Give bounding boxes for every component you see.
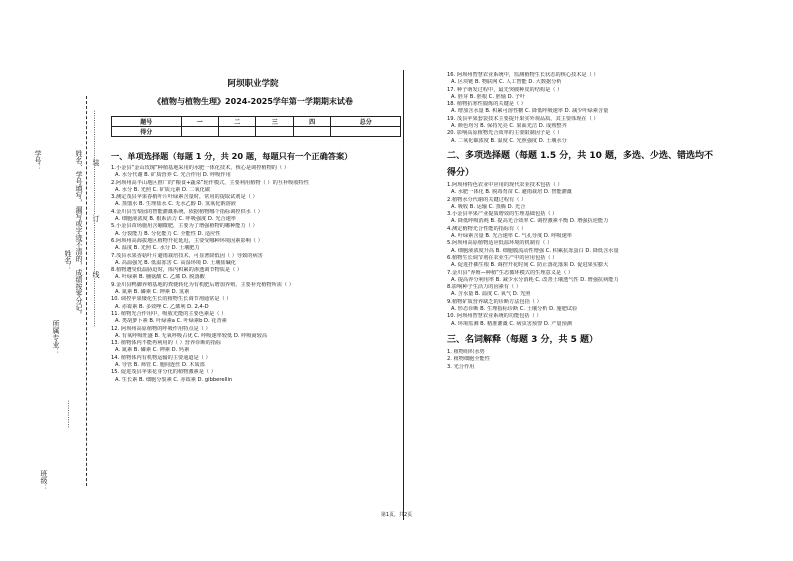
binding-dashed-line xyxy=(86,96,87,486)
question-text: 13. 植物体内不能再利用的（ ）营养诊断的指标 xyxy=(111,340,222,347)
question-options: A. 高温强光 B. 低温冻害 C. 高湿环境 D. 土壤盐碱化 xyxy=(115,259,236,266)
question-text: 14. 植物体内有机物运输的主要通道是（ ） xyxy=(111,354,211,361)
score-header-cell: 三 xyxy=(256,117,293,127)
major-label: 所属专业： xyxy=(52,320,60,355)
score-header-row xyxy=(112,117,401,127)
question-options: A. 形态诊断 B. 生理指标诊断 C. 土壤分析 D. 施肥试验 xyxy=(451,306,578,313)
question-text: 11. 植物光合作用中，吸收光能的主要色素是（ ） xyxy=(111,310,227,317)
question-options: A. 分裂能力 B. 分化能力 C. 全能性 D. 适应性 xyxy=(115,230,221,237)
question-text: 18. 植物抗寒性锻炼的关键是（ ） xyxy=(447,101,526,108)
question-options: A. 叶绿素 B. 脯氨酸 C. 乙烯 D. 脱落酸 xyxy=(115,274,205,281)
question-text: 1.小金县“金山玫瑰”种植基地采用的水肥一体化技术，核心是调控植物的（ ） xyxy=(111,165,289,171)
question-options: A. 提高养分利用率 B. 减少水分消耗 C. 改善土壤透气性 D. 增强抗病能力 xyxy=(451,276,619,283)
question-text: 16. 阿坝州智慧农业系统中，监测植物生长状态的核心技术是（ ） xyxy=(447,72,599,78)
question-options: A. 氮素 B. 磷素 C. 钾素 D. 氢素 xyxy=(115,289,190,296)
column-divider xyxy=(403,70,404,520)
binding-note: 姓名、学号填写，漏写或字迹不清的，成绩按零分记。 xyxy=(75,150,83,318)
question-text: 10. 阿坝州智慧农业系统的功能包括（ ） xyxy=(447,313,542,320)
section2-title: 二、多项选择题（每题 1.5 分，共 10 题，多选、少选、错选均不 xyxy=(447,150,714,161)
question-text: 9.植物矿质营养缺乏的诊断方法包括（ ） xyxy=(447,298,542,305)
question-options: A. 胚芽 B. 胚根 C. 胚轴 D. 子叶 xyxy=(451,93,526,100)
question-options: A. 含水量 B. 温度 C. 氧气 D. 光照 xyxy=(451,291,531,298)
score-cell xyxy=(181,127,218,137)
question-options: A. 氮素 B. 磷素 C. 钾素 D. 钙素 xyxy=(115,347,190,354)
question-text: 15. 促进茂县苹果花芽分化的植物激素是（ ） xyxy=(111,369,216,376)
name-label: 姓名： xyxy=(64,250,72,271)
score-value-row xyxy=(112,127,401,137)
question-options: A. 促进扦插生根 B. 调控开花时间 C. 防止落花落果 D. 促进果实膨大 xyxy=(451,262,609,269)
student-id-label: 学号： xyxy=(34,150,42,171)
question-options: A. 二氧化碳浓度 B. 温度 C. 光照强度 D. 土壤水分 xyxy=(451,137,567,144)
score-header-cell: 一 xyxy=(181,117,218,127)
question-text: 3.小金县苹果产业提质增效的生理基础包括（ ） xyxy=(447,211,558,218)
question-options: A. 颜色均匀 B. 保持光亮 C. 果面光洁 D. 成熟整齐 xyxy=(451,123,567,130)
question-options: A. 导管 B. 筛管 C. 胞间连丝 D. 木质部 xyxy=(115,362,205,369)
score-header-cell: 总分 xyxy=(331,117,401,127)
question-text: 20. 影响高原植物光合效率的主要限制因子是（ ） xyxy=(447,130,563,137)
question-options: A. 温度 B. 光照 C. 水分 D. 土壤肥力 xyxy=(115,245,200,252)
question-options: A. 有氧呼吸旺盛 B. 无氧呼吸占优 C. 呼吸速率较低 D. 呼吸商较高 xyxy=(115,332,268,339)
question-text: 3.测定茂县苹果春梢叶片叶绿素含量时，常用的提取试剂是（ ） xyxy=(111,194,258,201)
question-text: 5.阿坝州高原植物适应低温环境的机制有（ ） xyxy=(447,240,553,247)
score-cell xyxy=(293,127,330,137)
section3-items xyxy=(447,349,777,371)
question-text: 17. 种子萌发过程中，最先突破种皮的结构是（ ） xyxy=(447,86,563,93)
section2-title-line2: 得分） xyxy=(447,167,475,178)
score-cell xyxy=(331,127,401,137)
question-text: 7.金川县“养殖—种植”生态循环模式的生理意义是（ ） xyxy=(447,269,574,276)
section2-questions xyxy=(447,182,777,328)
question-text: 5.小金县苗场施用含硼微肥，主要为了增强植物的哪种能力（ ） xyxy=(111,223,258,230)
question-options: A. 环境监测 B. 精准灌溉 C. 病虫害预警 D. 产量预测 xyxy=(451,320,572,327)
question-text: 8.影响种子生活力的因素有（ ） xyxy=(447,284,522,291)
term-item: 1. 植物组织水势 xyxy=(447,348,485,355)
question-options: A. 水分 B. 光照 C. 矿质元素 D. 二氧化碳 xyxy=(115,186,211,193)
score-cell xyxy=(256,127,293,137)
right-column xyxy=(447,72,777,371)
question-text: 7.茂县水果香菇叶片避雨栽培技术，可显著降低因（ ）导致的病害 xyxy=(111,252,263,259)
term-item: 3. 光合作用 xyxy=(447,363,475,370)
question-text: 6.植物生长调节剂在农业生产中的应用包括（ ） xyxy=(447,254,558,261)
term-item: 2. 植物细胞全能性 xyxy=(447,356,490,363)
seal-line-text: …………………装…………………订…………………线………………… xyxy=(92,110,100,327)
class-label: 班级： xyxy=(40,470,48,491)
section1-questions xyxy=(111,165,396,384)
question-text: 4.测定植物光合性能的指标有（ ） xyxy=(447,225,527,232)
dash-text: ………… xyxy=(66,400,74,428)
question-options: A. 区块链 B. 物联网 C. 人工智能 D. 大数据分析 xyxy=(451,79,562,86)
score-header-cell: 二 xyxy=(219,117,256,127)
score-table xyxy=(111,116,401,137)
question-text: 8.植物遭受低温胁迫时，体内积累的渗透调节物质是（ ） xyxy=(111,267,243,274)
question-options: A. 细胞液浓度升高 B. 细胞膜流动性增强 C. 积累抗冻蛋白 D. 降低含水量 xyxy=(451,247,619,254)
exam-title: 《植物与植物生理》2024-2025学年第一学期期末试卷 xyxy=(153,97,353,106)
question-options: A. 吸收 B. 运输 C. 蒸腾 D. 光合 xyxy=(451,203,526,210)
question-options: A. 蒸馏水 B. 生理盐水 C. 无水乙醇 D. 氢氧化钠溶液 xyxy=(115,201,236,208)
question-text: 10. 调控苹果矮化生长的植物生长调节剂通常是（ ） xyxy=(111,296,232,303)
school-name: 阿坝职业学院 xyxy=(227,79,279,89)
question-options: A. 生长素 B. 细胞分裂素 C. 赤霉素 D. gibberellin xyxy=(115,376,233,383)
question-options: A. 叶绿素含量 B. 光合速率 C. 气孔导度 D. 呼吸速率 xyxy=(451,233,572,240)
question-options: A. 细胞液浓度 B. 根系活力 C. 呼吸强度 D. 光合速率 xyxy=(115,216,236,223)
section3-title: 三、名词解释（每题 3 分，共 5 题） xyxy=(447,334,599,345)
score-row-label: 得分 xyxy=(112,127,182,137)
question-options: A. 水分代谢 B. 矿质营养 C. 光合作用 D. 呼吸作用 xyxy=(115,172,231,179)
section1-title: 一、单项选择题（每题 1 分，共 20 题，每题只有一个正确答案） xyxy=(111,151,353,161)
question-text: 6.阿坝州高海拔地区植物开花延迟，主要受哪种环境因素影响（ ） xyxy=(111,237,263,244)
left-column xyxy=(111,148,396,384)
score-cell xyxy=(219,127,256,137)
score-header-cell: 四 xyxy=(293,117,330,127)
question-options: A. 降低呼吸消耗 B. 提高光合效率 C. 调控激素平衡 D. 增强抗逆能力 xyxy=(451,218,609,225)
page-footer: 第1页，共2页 xyxy=(380,512,413,518)
question-text: 2.阿坝州高半山地区推广的“粮食+蔬菜”轮作模式，主要利用植物（ ）的互补吸收特性 xyxy=(111,179,309,186)
question-text: 4.金川县雪梨园的智能灌溉系统，依据植物哪个指标调控供水（ ） xyxy=(111,208,263,215)
question-options: A. 赤霉素 B. 多效唑 C. 乙烯利 D. 2,4-D xyxy=(115,303,209,310)
question-text: 2.植物水分代谢的关键过程有（ ） xyxy=(447,196,527,203)
binding-margin xyxy=(0,0,100,561)
question-options: A. 类胡萝卜素 B. 叶绿素a C. 叶绿素b D. 花青素 xyxy=(115,318,227,325)
section1-continued-questions xyxy=(447,72,777,145)
score-header-cell: 题号 xyxy=(112,117,182,127)
question-text: 19. 茂县苹果套袋技术主要提升果实外观品质，其主要体现在（ ） xyxy=(447,115,599,122)
question-options: A. 水肥一体化 B. 脱毒育苗 C. 避雨栽培 D. 智能灌溉 xyxy=(451,189,572,196)
question-text: 1.阿坝州特色农业中应用的现代农业技术包括（ ） xyxy=(447,181,563,188)
question-text: 9.金川县鸭脚养殖基地的粪便转化为有机肥后增加养殖，主要补充植物所需（ ） xyxy=(111,281,294,288)
question-options: A. 增加含水量 B. 积累可溶性糖 C. 降低呼吸速率 D. 减少叶绿素含量 xyxy=(451,108,609,115)
question-text: 12. 阿坝州高原植物的呼吸作用特点是（ ） xyxy=(111,325,211,332)
